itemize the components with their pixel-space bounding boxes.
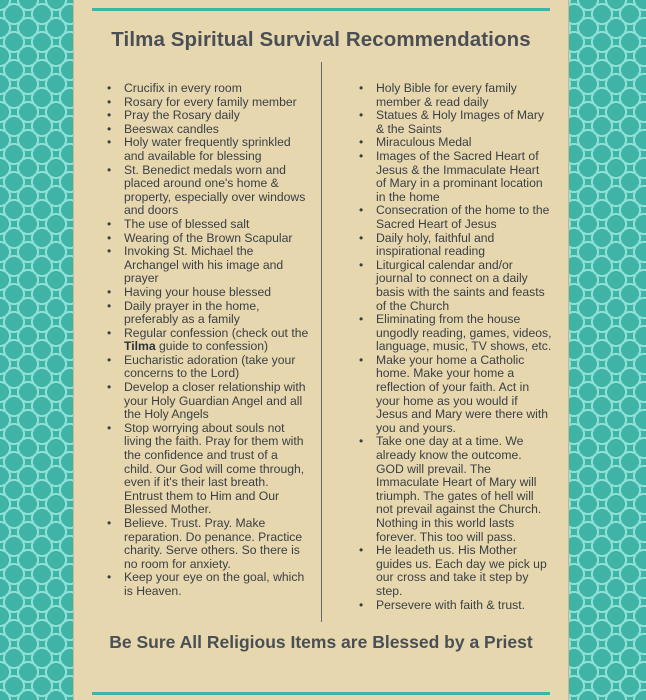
- list-item: • Eucharistic adoration (take your concerns to the Lord): [104, 354, 309, 381]
- list-item: • Believe. Trust. Pray. Make reparation. Do penance. Practice charity. Serve others. So there is no room for anxiety.: [104, 517, 309, 571]
- list-item: • St. Benedict medals worn and placed around one's home & property, especially over windows and doors: [104, 164, 309, 218]
- list-item: • Develop a closer relationship with your Holy Guardian Angel and all the Holy Angels: [104, 381, 309, 422]
- confession-list-item: [104, 327, 309, 354]
- list-item: • Eliminating from the house ungodly reading, games, videos, language, music, TV shows, etc.: [356, 313, 552, 354]
- list-item: • Invoking St. Michael the Archangel with his image and prayer: [104, 245, 309, 286]
- column-divider: [321, 62, 322, 622]
- recommendations-card: [74, 0, 568, 700]
- right-column-list: [356, 82, 552, 612]
- top-rule: [92, 8, 550, 11]
- list-item: • Take one day at a time. We already know the outcome. GOD will prevail. The Immaculate Heart of Mary will triumph. The gates of hell will not prevail against the Church. Nothing in this world lasts forever. This too will pass.: [356, 435, 552, 544]
- list-item: • Consecration of the home to the Sacred Heart of Jesus: [356, 204, 552, 231]
- list-item: • Keep your eye on the goal, which is Heaven.: [104, 571, 309, 598]
- list-item: • Liturgical calendar and/or journal to connect on a daily basis with the saints and feasts of the Church: [356, 259, 552, 313]
- list-item: • Make your home a Catholic home. Make your home a reflection of your faith. Act in your home as you would if Jesus and Mary were there with you and yours.: [356, 354, 552, 436]
- list-item: • Miraculous Medal: [356, 136, 552, 150]
- footer-note: Be Sure All Religious Items are Blessed by a Priest: [109, 632, 533, 652]
- list-item: • Wearing of the Brown Scapular: [104, 232, 309, 246]
- list-item: • He leadeth us. His Mother guides us. Each day we pick up our cross and take it step by step.: [356, 544, 552, 598]
- list-item: • Holy Bible for every family member & read daily: [356, 82, 552, 109]
- left-column-list: [104, 82, 309, 599]
- bottom-rule: [92, 692, 550, 695]
- confession-text-after: guide to confession): [155, 339, 269, 354]
- list-item: • Having your house blessed: [104, 286, 309, 300]
- list-item: • Stop worrying about souls not living the faith. Pray for them with the confidence and trust of a child. Our God will come through, even if it's their last breath. Entrust them to Him and Our Blessed Mother.: [104, 422, 309, 517]
- list-item: • Rosary for every family member: [104, 96, 309, 110]
- list-item: • Daily prayer in the home, preferably as a family: [104, 300, 309, 327]
- list-item: • The use of blessed salt: [104, 218, 309, 232]
- page-title: Tilma Spiritual Survival Recommendations: [111, 28, 531, 51]
- confession-text-before: Regular confession (check out the: [124, 325, 309, 340]
- list-item: • Persevere with faith & trust.: [356, 599, 552, 613]
- list-item: • Beeswax candles: [104, 123, 309, 137]
- list-item: • Pray the Rosary daily: [104, 109, 309, 123]
- list-item: • Images of the Sacred Heart of Jesus & the Immaculate Heart of Mary in a prominant location in the home: [356, 150, 552, 204]
- list-item: • Daily holy, faithful and inspirational reading: [356, 232, 552, 259]
- list-item: • Crucifix in every room: [104, 82, 309, 96]
- list-item: • Holy water frequently sprinkled and available for blessing: [104, 136, 309, 163]
- tilma-bold-text: Tilma: [124, 339, 156, 354]
- list-item: • Statues & Holy Images of Mary & the Saints: [356, 109, 552, 136]
